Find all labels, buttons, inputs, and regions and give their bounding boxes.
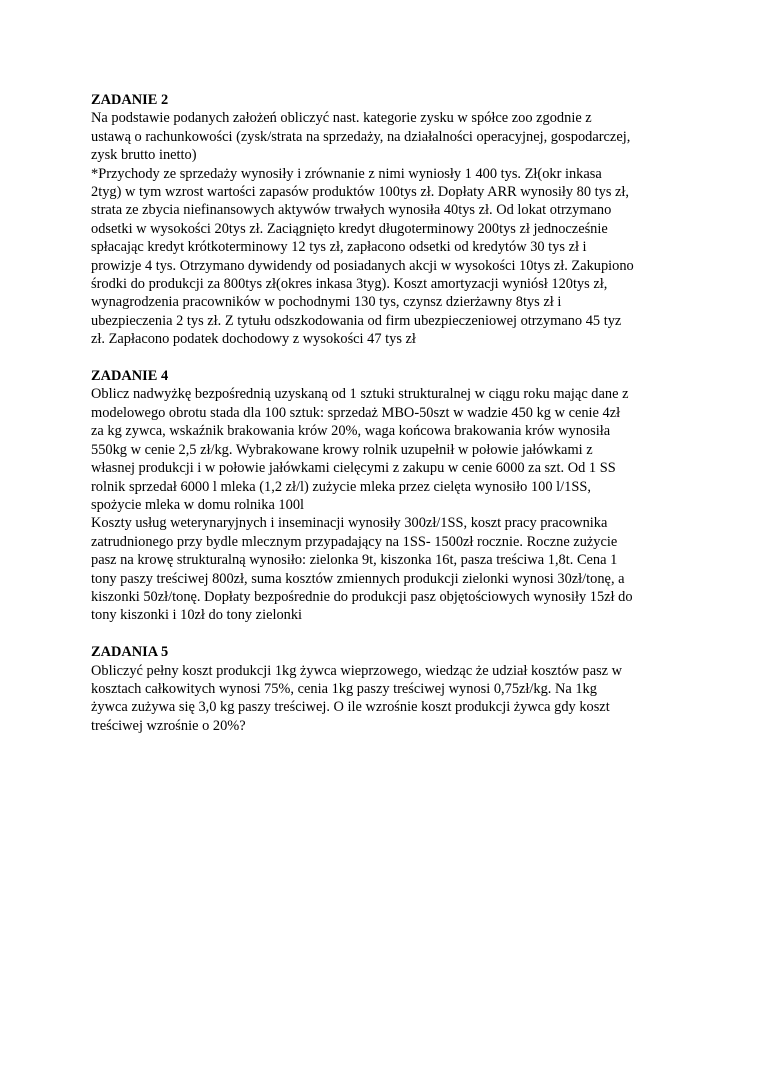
task-zadania-5 xyxy=(91,643,681,735)
text-line: spożycie mleka w domu rolnika 100l xyxy=(91,496,305,513)
text-line: pasz na krowę strukturalną wynosiło: zielonka 9t, kiszonka 16t, pasza treściwa 1,8t. Cena 1 xyxy=(91,552,618,569)
text-line: rolnik sprzedał 6000 l mleka (1,2 zł/l) zużycie mleka przez cielęta wynosiło 100 l/1SS, xyxy=(91,478,591,495)
task-body xyxy=(91,385,681,624)
text-line: tony kiszonki i 10zł do tony zielonki xyxy=(91,607,303,624)
task-heading: ZADANIE 2 xyxy=(91,92,169,108)
text-line: żywca zużywa się 3,0 kg paszy treściwej. O ile wzrośnie koszt produkcji żywca gdy koszt xyxy=(91,699,610,716)
text-line: zysk brutto inetto) xyxy=(91,147,197,164)
text-line: zł. Zapłacono podatek dochodowy z wysokości 47 tys zł xyxy=(91,331,416,348)
text-line: za kg zywca, wskaźnik brakowania krów 20%, waga końcowa brakowania krów wynosiła xyxy=(91,423,611,440)
text-line: Obliczyć pełny koszt produkcji 1kg żywca wieprzowego, wiedząc że udział kosztów pasz w xyxy=(91,662,623,679)
text-line: Koszty usług weterynaryjnych i inseminacji wynosiły 300zł/1SS, koszt pracy pracownika xyxy=(91,515,608,532)
text-line: prowizje 4 tys. Otrzymano dywidendy od posiadanych akcji w wysokości 10tys zł. Zakupiono xyxy=(91,257,634,274)
text-line: 550kg w cenie 2,5 zł/kg. Wybrakowane krowy rolnik uzupełnił w połowie jałówkami z xyxy=(91,441,593,458)
task-heading: ZADANIE 4 xyxy=(91,368,169,385)
text-line: *Przychody ze sprzedaży wynosiły i zrównanie z nimi wyniosły 1 400 tys. Zł(okr inkasa xyxy=(91,165,602,182)
text-line: Na podstawie podanych założeń obliczyć nast. kategorie zysku w spółce zoo zgodnie z xyxy=(91,110,592,127)
text-line: środki do produkcji za 800tys zł(okres inkasa 3tyg). Koszt amortyzacji wyniósł 120tys zł, xyxy=(91,276,608,293)
text-line: odsetki w wysokości 20tys zł. Zaciągnięto kredyt długoterminowy 200tys zł jednocześnie xyxy=(91,220,608,237)
task-zadanie-2 xyxy=(91,91,681,349)
document-page xyxy=(91,91,681,754)
text-line: ubezpieczenia 2 tys zł. Z tytułu odszkodowania od firm ubezpieczeniowej otrzymano 45 tyz xyxy=(91,312,622,329)
text-line: zatrudnionego przy bydle mlecznym przypadający na 1SS- 1500zł rocznie. Roczne zużycie xyxy=(91,533,618,550)
text-line: treściwej wzrośnie o 20%? xyxy=(91,717,246,734)
task-zadanie-4 xyxy=(91,367,681,625)
text-line: kiszonki 50zł/tonę. Dopłaty bezpośrednie do produkcji pasz objętościowych wynosiły 15zł do xyxy=(91,588,633,605)
text-line: wynagrodzenia pracowników w pochodnymi 130 tys, czynsz dzierżawny 8tys zł i xyxy=(91,294,562,311)
task-body xyxy=(91,662,681,736)
text-line: własnej produkcji i w połowie jałówkami cielęcymi z zakupu w cenie 6000 za szt. Od 1 SS xyxy=(91,460,616,477)
text-line: kosztach całkowitych wynosi 75%, cenia 1kg paszy treściwej wynosi 0,75zł/kg. Na 1kg xyxy=(91,680,597,697)
text-line: tony paszy treściwej 800zł, suma kosztów zmiennych produkcji zielonki wynosi 30zł/tonę, a xyxy=(91,570,625,587)
text-line: strata ze zbycia niefinansowych aktywów trwałych wynosiła 40tys zł. Od lokat otrzymano xyxy=(91,202,612,219)
task-heading: ZADANIA 5 xyxy=(91,644,169,661)
text-line: spłacając kredyt krótkoterminowy 12 tys zł, zapłacono odsetki od kredytów 30 tys zł i xyxy=(91,239,587,256)
text-line: modelowego obrotu stada dla 100 sztuk: sprzedaż MBO-50szt w wadzie 450 kg w cenie 4zł xyxy=(91,404,621,421)
text-line: Oblicz nadwyżkę bezpośrednią uzyskaną od 1 sztuki strukturalnej w ciągu roku mając dane z xyxy=(91,386,629,403)
task-body xyxy=(91,109,681,348)
text-line: 2tyg) w tym wzrost wartości zapasów produktów 100tys zł. Dopłaty ARR wynosiły 80 tys zł, xyxy=(91,184,629,201)
text-line: ustawą o rachunkowości (zysk/strata na sprzedaży, na działalności operacyjnej, gospodarczej, xyxy=(91,128,631,145)
